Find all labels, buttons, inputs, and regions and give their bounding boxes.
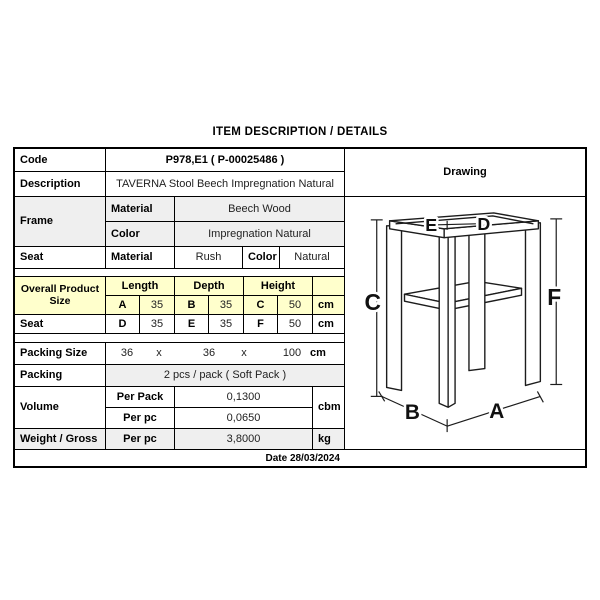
weight-sub-label: Per pc (106, 429, 175, 450)
packing-size-x2: x (241, 347, 247, 359)
overall-cell-c: C (244, 296, 278, 315)
frame-color-label: Color (106, 222, 175, 247)
code-value: P978,E1 ( P-00025486 ) (106, 149, 345, 172)
stool-left-leg (387, 225, 402, 390)
separator-row (15, 269, 345, 277)
packing-label: Packing (15, 365, 106, 387)
overall-cell-a: A (106, 296, 140, 315)
packing-size-value (106, 343, 345, 365)
seat-cell-d-val: 35 (140, 315, 175, 334)
seat-color-label: Color (243, 247, 280, 269)
seat-cell-f-val: 50 (278, 315, 313, 334)
weight-value: 3,8000 (175, 429, 313, 450)
volume-per-pc-label: Per pc (106, 408, 175, 429)
packing-size-v2: 36 (202, 347, 216, 359)
overall-cell-c-val: 50 (278, 296, 313, 315)
weight-label: Weight / Gross (15, 429, 106, 450)
dim-label-e: E (425, 214, 438, 235)
weight-unit: kg (313, 429, 345, 450)
item-details-table (13, 147, 587, 468)
dim-label-c: C (364, 288, 382, 315)
stool-front-leg (439, 231, 455, 407)
seat-cell-e-val: 35 (209, 315, 244, 334)
dim-label-b: B (404, 400, 420, 424)
frame-material-label: Material (106, 197, 175, 222)
overall-cell-b-val: 35 (209, 296, 244, 315)
description-value: TAVERNA Stool Beech Impregnation Natural (106, 172, 345, 197)
stool-right-leg (525, 222, 540, 385)
stool-drawing (345, 198, 583, 449)
code-label: Code (15, 149, 106, 172)
stool-back-leg (469, 217, 485, 370)
drawing-area (345, 197, 585, 450)
overall-unit: cm (313, 296, 345, 315)
seat-cell-d: D (106, 315, 140, 334)
volume-per-pc-value: 0,0650 (175, 408, 313, 429)
packing-value: 2 pcs / pack ( Soft Pack ) (106, 365, 345, 387)
packing-size-label: Packing Size (15, 343, 106, 365)
volume-per-pack-label: Per Pack (106, 387, 175, 408)
dim-label-a: A (489, 399, 505, 423)
seat-material-label: Material (106, 247, 175, 269)
volume-label: Volume (15, 387, 106, 429)
packing-size-unit: cm (310, 347, 326, 359)
description-label: Description (15, 172, 106, 197)
seat-label: Seat (15, 247, 106, 269)
drawing-header: Drawing (345, 149, 585, 197)
size-header-blank (313, 277, 345, 296)
overall-size-label: Overall Product Size (15, 277, 106, 315)
packing-size-v3: 100 (282, 347, 302, 359)
size-header-depth: Depth (175, 277, 244, 296)
packing-size-x1: x (156, 347, 162, 359)
size-header-height: Height (244, 277, 313, 296)
seat-size-label: Seat (15, 315, 106, 334)
overall-cell-b: B (175, 296, 209, 315)
size-header-length: Length (106, 277, 175, 296)
frame-material-value: Beech Wood (175, 197, 345, 222)
dim-label-d: D (477, 213, 491, 234)
volume-unit: cbm (313, 387, 345, 429)
seat-size-unit: cm (313, 315, 345, 334)
volume-per-pack-value: 0,1300 (175, 387, 313, 408)
page-title: ITEM DESCRIPTION / DETAILS (212, 126, 388, 138)
seat-color-value: Natural (280, 247, 345, 269)
dim-label-f: F (547, 283, 562, 310)
frame-label: Frame (15, 197, 106, 247)
packing-size-v1: 36 (120, 347, 134, 359)
separator-row (15, 334, 345, 343)
overall-cell-a-val: 35 (140, 296, 175, 315)
date-stamp: Date 28/03/2024 (265, 452, 340, 464)
frame-color-value: Impregnation Natural (175, 222, 345, 247)
seat-cell-e: E (175, 315, 209, 334)
seat-cell-f: F (244, 315, 278, 334)
seat-material-value: Rush (175, 247, 243, 269)
